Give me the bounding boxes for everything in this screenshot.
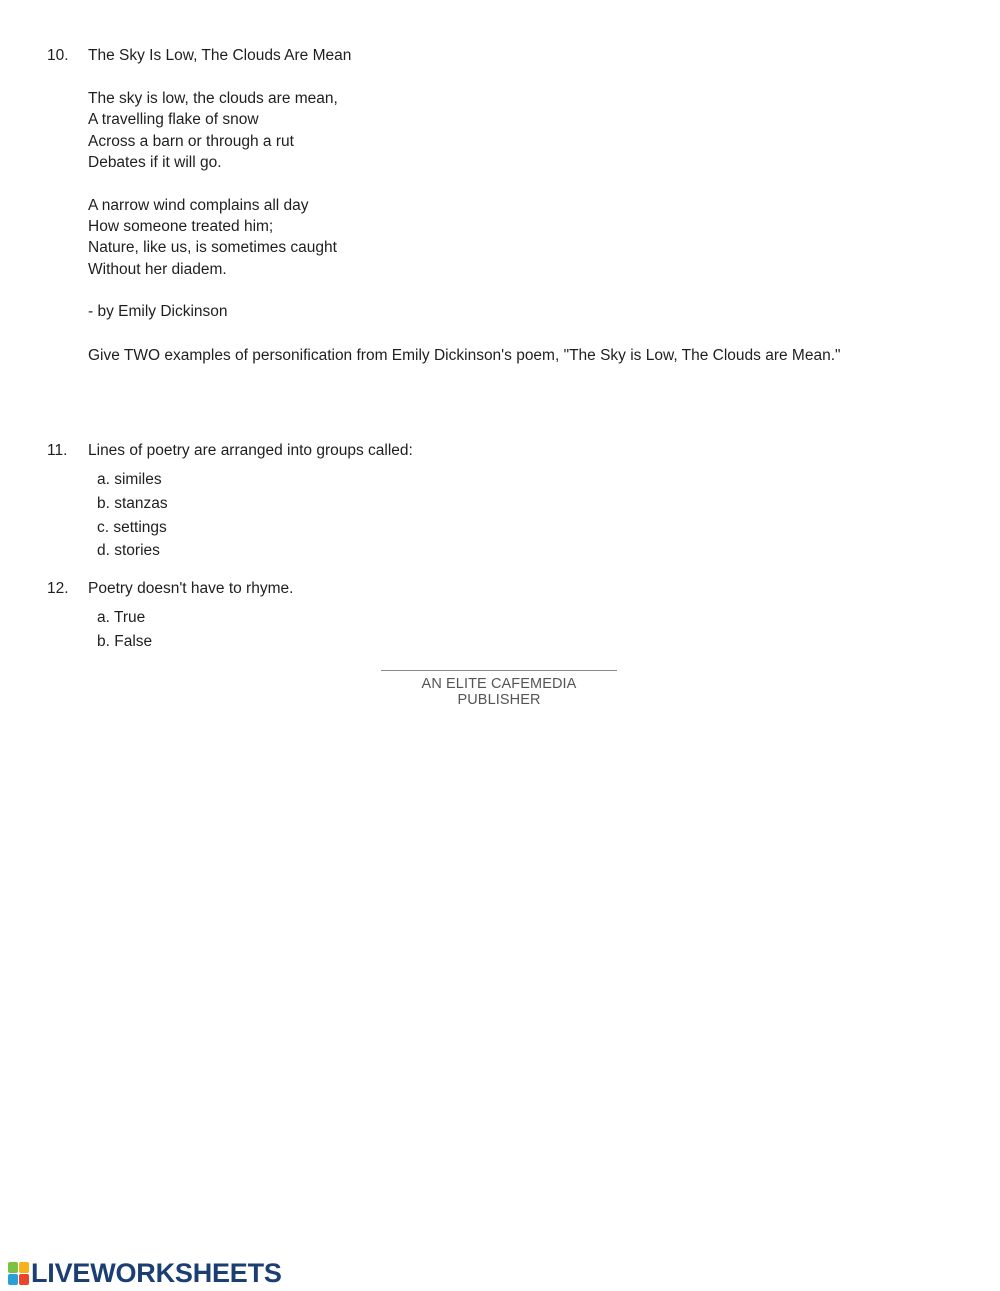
option-b[interactable]: b. stanzas (97, 494, 168, 512)
option-a[interactable]: a. True (97, 609, 146, 626)
poem-line: A narrow wind complains all day (88, 196, 309, 214)
poem-line: Debates if it will go. (88, 154, 222, 172)
logo-block (19, 1262, 29, 1273)
poem-author: - by Emily Dickinson (88, 303, 228, 321)
question-number: 11. (47, 442, 68, 459)
logo-blocks-icon (8, 1261, 30, 1285)
question-prompt: Give TWO examples of personification from Emily Dickinson's poem, "The Sky is Low, The Clouds are Mean." (88, 346, 841, 364)
option-c[interactable]: c. settings (97, 518, 167, 536)
liveworksheets-logo[interactable] (8, 1257, 282, 1289)
poem-line: Nature, like us, is sometimes caught (88, 239, 337, 257)
poem-stanza-2 (88, 195, 968, 281)
poem-line: The sky is low, the clouds are mean, (88, 90, 338, 107)
option-b[interactable]: b. False (97, 632, 153, 650)
option-d[interactable]: d. stories (97, 542, 160, 560)
answer-options-12 (97, 606, 152, 654)
question-body (88, 46, 968, 366)
logo-text: LIVEWORKSHEETS (31, 1257, 282, 1288)
poem-line: Without her diadem. (88, 260, 227, 278)
poem-line: How someone treated him; (88, 218, 274, 236)
logo-block (8, 1274, 18, 1285)
answer-options-11 (97, 468, 168, 563)
question-number: 12. (47, 580, 69, 597)
option-a[interactable]: a. similes (97, 471, 162, 488)
question-text: Poetry doesn't have to rhyme. (88, 580, 294, 597)
publisher-footer: AN ELITE CAFEMEDIA PUBLISHER (381, 670, 617, 708)
poem-line: A travelling flake of snow (88, 111, 259, 129)
logo-block (19, 1274, 29, 1285)
poem-title: The Sky Is Low, The Clouds Are Mean (88, 47, 352, 64)
poem-stanza-1 (88, 88, 968, 174)
question-text: Lines of poetry are arranged into groups called: (88, 442, 413, 459)
logo-block (8, 1262, 18, 1273)
poem-line: Across a barn or through a rut (88, 132, 294, 150)
question-number: 10. (47, 47, 69, 64)
